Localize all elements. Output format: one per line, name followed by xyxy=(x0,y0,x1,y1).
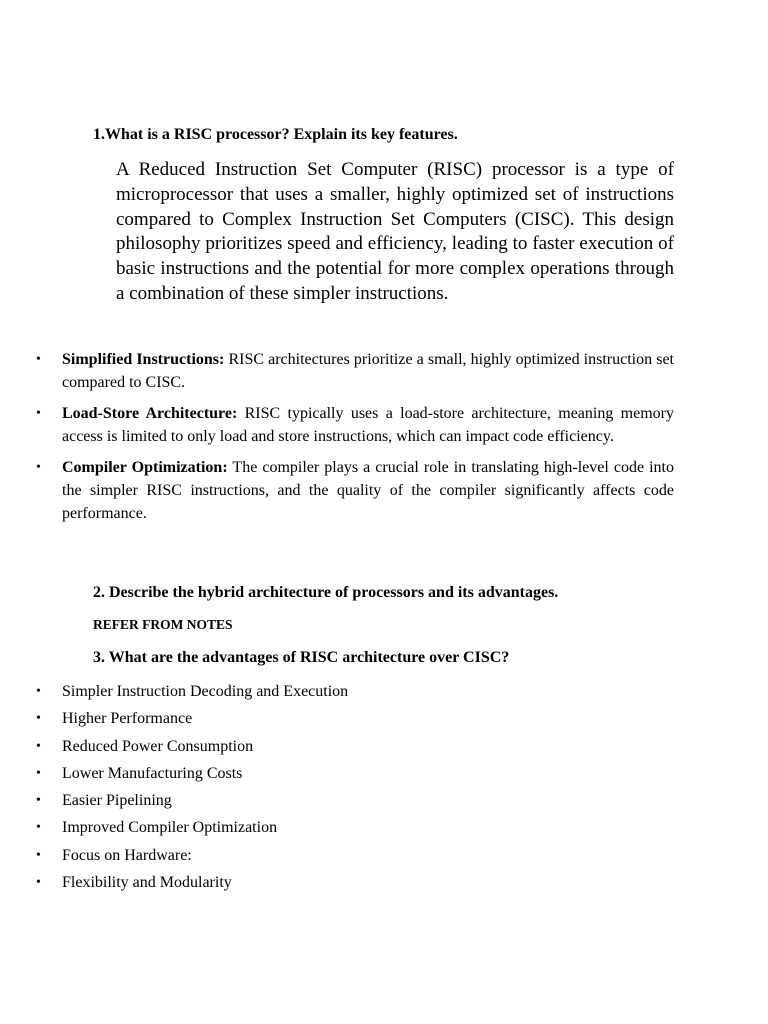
bullet-icon: • xyxy=(36,684,41,699)
list-item xyxy=(0,844,674,867)
question-3-heading: 3. What are the advantages of RISC architecture over CISC? xyxy=(93,649,510,666)
feature-text: RISC typically uses a load-store architecture, meaning memory access is limited to only load and store instructions, which can impact code efficiency. xyxy=(62,405,674,445)
advantage-text: Easier Pipelining xyxy=(62,792,172,810)
bullet-icon: • xyxy=(36,460,41,475)
bullet-icon: • xyxy=(36,711,41,727)
bullet-icon: • xyxy=(36,820,41,836)
refer-notes-text: REFER FROM NOTES xyxy=(93,617,233,632)
advantage-text: Focus on Hardware: xyxy=(62,846,192,864)
list-item xyxy=(0,402,674,448)
list-item xyxy=(0,816,674,839)
list-item xyxy=(0,871,674,894)
bullet-icon: • xyxy=(36,793,41,809)
question-1-heading: 1.What is a RISC processor? Explain its key features. xyxy=(93,126,458,143)
advantage-text: Lower Manufacturing Costs xyxy=(62,764,243,782)
list-item xyxy=(0,680,674,703)
bullet-icon: • xyxy=(36,352,41,367)
list-item xyxy=(0,762,674,785)
list-item xyxy=(0,456,674,525)
question-2-heading: 2. Describe the hybrid architecture of processors and its advantages. xyxy=(93,584,559,601)
advantage-text: Flexibility and Modularity xyxy=(62,874,232,892)
advantage-text: Reduced Power Consumption xyxy=(62,737,254,755)
bullet-icon: • xyxy=(36,738,41,754)
bullet-icon: • xyxy=(36,765,41,781)
risc-intro-paragraph: A Reduced Instruction Set Computer (RISC) processor is a type of microprocessor that uses a smaller, highly optimized set of instructions compared to Complex Instruction Set Computers (CISC). This design philosophy prioritizes speed and efficiency, leading to faster execution of basic instructions and the potential for more complex operations through a combination of these simpler instructions. xyxy=(116,159,674,304)
bullet-icon: • xyxy=(36,406,41,421)
risc-advantages-list xyxy=(0,680,674,898)
feature-term: Compiler Optimization: xyxy=(62,459,228,476)
advantage-text: Improved Compiler Optimization xyxy=(62,819,278,837)
risc-features-list xyxy=(0,348,674,533)
feature-text: The compiler plays a crucial role in translating high-level code into the simpler RISC instructions, and the quality of the compiler significantly affects code performance. xyxy=(62,459,674,522)
feature-term: Load-Store Architecture: xyxy=(62,405,238,422)
advantage-text: Simpler Instruction Decoding and Execution xyxy=(62,683,349,700)
feature-term: Simplified Instructions: xyxy=(62,351,225,368)
bullet-icon: • xyxy=(36,875,41,891)
list-item xyxy=(0,348,674,394)
bullet-icon: • xyxy=(36,847,41,863)
advantage-text: Higher Performance xyxy=(62,710,193,728)
list-item xyxy=(0,789,674,812)
list-item xyxy=(0,735,674,758)
feature-text: RISC architectures prioritize a small, highly optimized instruction set compared to CISC. xyxy=(62,351,674,391)
list-item xyxy=(0,707,674,730)
